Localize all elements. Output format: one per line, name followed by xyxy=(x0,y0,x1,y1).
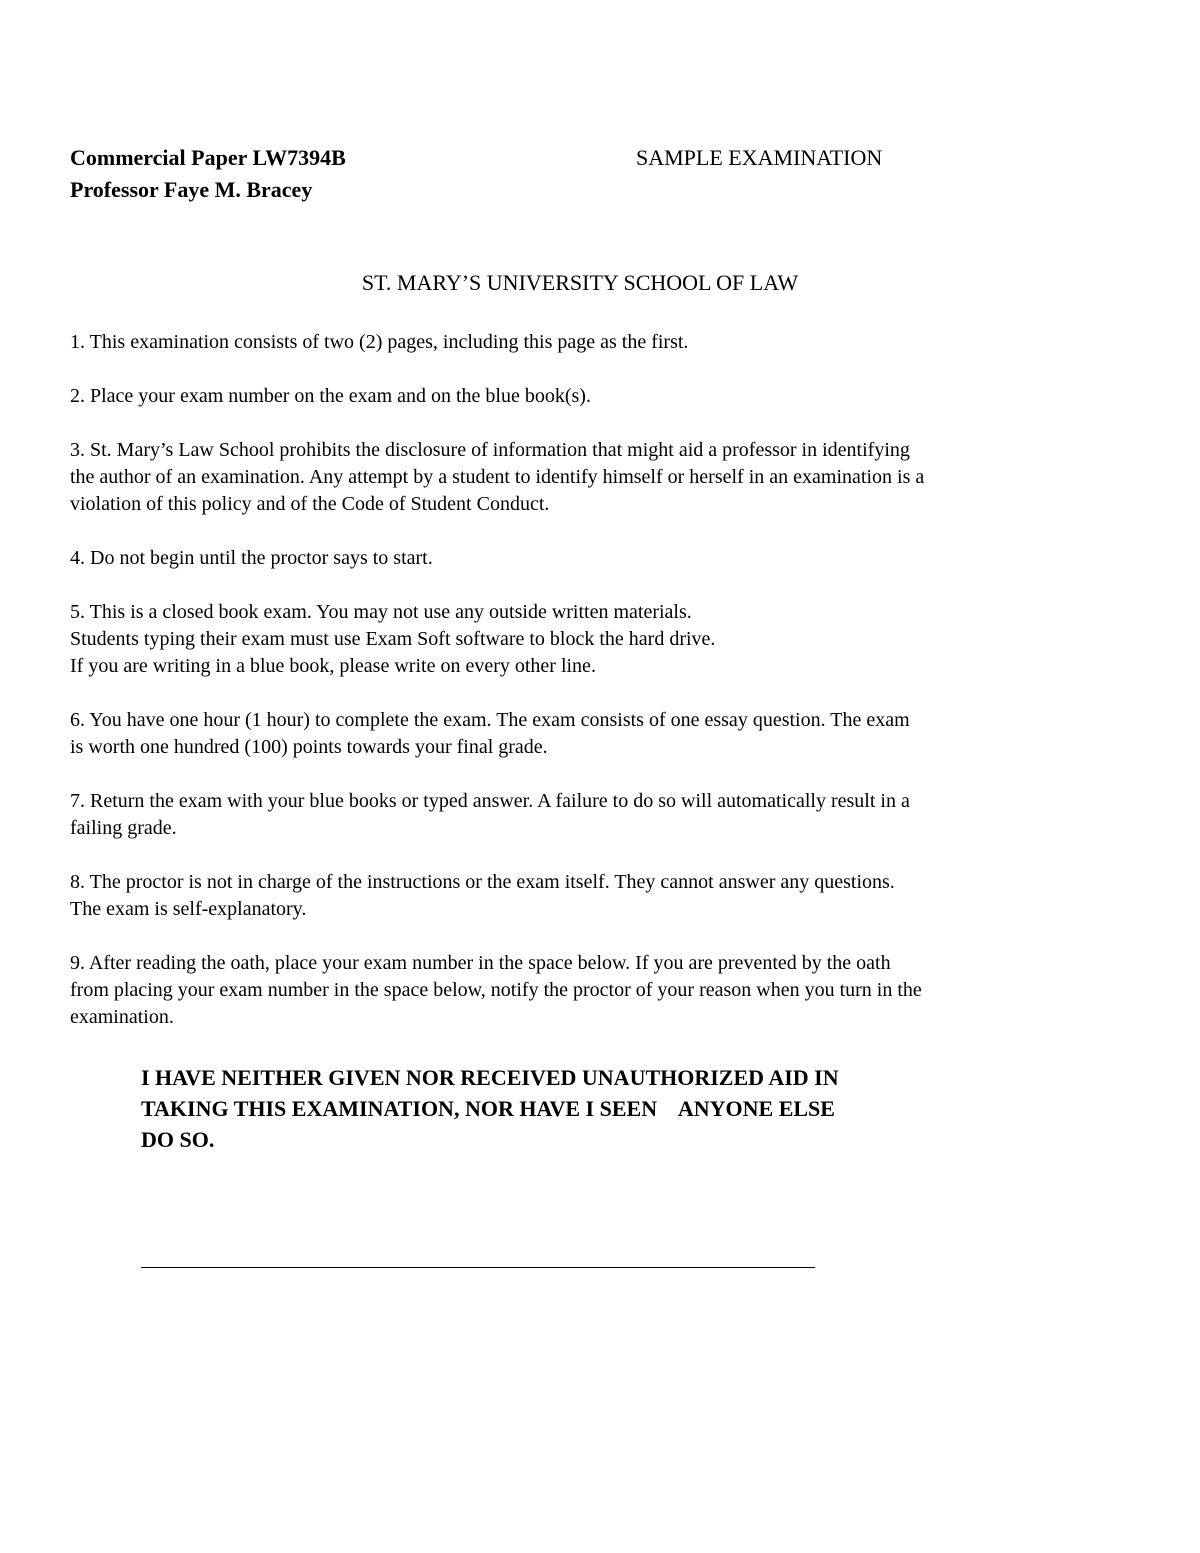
instruction-item-6 xyxy=(70,707,1100,761)
instruction-item-5 xyxy=(70,599,1100,680)
instruction-text: 2. Place your exam number on the exam and on the blue book(s). xyxy=(70,385,591,407)
instruction-item-8 xyxy=(70,869,1100,923)
instruction-text: 6. You have one hour (1 hour) to complete the exam. The exam consists of one essay question. The exam xyxy=(70,709,910,731)
instruction-text: 3. St. Mary’s Law School prohibits the disclosure of information that might aid a professor in identifying xyxy=(70,439,910,461)
instruction-text: violation of this policy and of the Code of Student Conduct. xyxy=(70,493,550,515)
course-header xyxy=(70,142,346,206)
instruction-item-9 xyxy=(70,950,1100,1031)
oath-line: TAKING THIS EXAMINATION, NOR HAVE I SEEN ANYONE ELSE xyxy=(141,1096,835,1121)
instruction-item-2 xyxy=(70,383,1100,410)
instruction-text: failing grade. xyxy=(70,817,177,839)
instruction-text: 9. After reading the oath, place your exam number in the space below. If you are prevented by the oath xyxy=(70,952,891,974)
professor-name: Professor Faye M. Bracey xyxy=(70,177,313,202)
school-name: ST. MARY’S UNIVERSITY SCHOOL OF LAW xyxy=(361,270,799,295)
instruction-text: If you are writing in a blue book, please write on every other line. xyxy=(70,655,596,677)
instruction-text: 4. Do not begin until the proctor says to start. xyxy=(70,547,433,569)
exam-label: SAMPLE EXAMINATION xyxy=(636,145,883,170)
instruction-text: examination. xyxy=(70,1006,174,1028)
honor-oath xyxy=(141,1062,1001,1155)
exam-number-line[interactable] xyxy=(141,1267,815,1268)
instruction-item-7 xyxy=(70,788,1100,842)
instruction-text: 7. Return the exam with your blue books or typed answer. A failure to do so will automatically result in a xyxy=(70,790,910,812)
instruction-text: 1. This examination consists of two (2) pages, including this page as the first. xyxy=(70,331,689,353)
instruction-item-4 xyxy=(70,545,1100,572)
instruction-text: 5. This is a closed book exam. You may not use any outside written materials. xyxy=(70,601,692,623)
instruction-text: The exam is self-explanatory. xyxy=(70,898,307,920)
instruction-text: from placing your exam number in the space below, notify the proctor of your reason when you turn in the xyxy=(70,979,922,1001)
course-title: Commercial Paper LW7394B xyxy=(70,145,346,170)
instruction-text: the author of an examination. Any attempt by a student to identify himself or herself in an examination is a xyxy=(70,466,925,488)
instruction-text: 8. The proctor is not in charge of the instructions or the exam itself. They cannot answer any questions. xyxy=(70,871,895,893)
instructions-list xyxy=(70,329,1100,1058)
instruction-text: is worth one hundred (100) points towards your final grade. xyxy=(70,736,548,758)
instruction-text: Students typing their exam must use Exam Soft software to block the hard drive. xyxy=(70,628,716,650)
instruction-item-1 xyxy=(70,329,1100,356)
oath-line: I HAVE NEITHER GIVEN NOR RECEIVED UNAUTHORIZED AID IN xyxy=(141,1065,839,1090)
instruction-item-3 xyxy=(70,437,1100,518)
oath-line: DO SO. xyxy=(141,1127,215,1152)
